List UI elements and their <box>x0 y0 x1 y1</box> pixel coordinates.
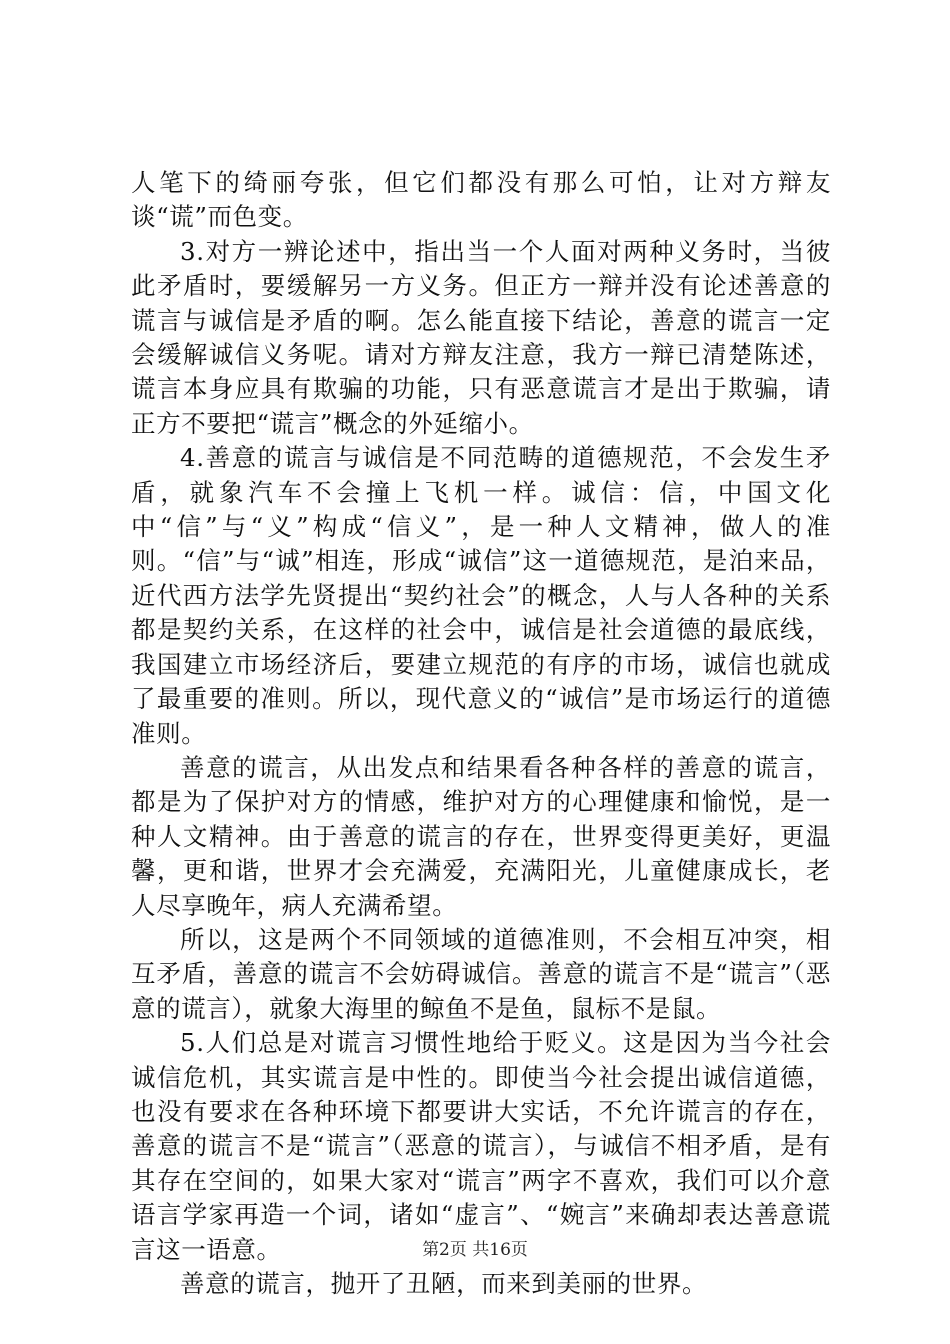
paragraph-conclusion-domains: 所以，这是两个不同领域的道德准则，不会相互冲突，相互矛盾，善意的谎言不会妨碍诚信。善意的谎言不是“谎言”（恶意的谎言），就象大海里的鲸鱼不是鱼，鼠标不是鼠。 <box>131 924 831 1023</box>
page-footer <box>0 1239 950 1261</box>
paragraph-closing: 善意的谎言，抛开了丑陋，而来到美丽的世界。 <box>180 1269 708 1298</box>
paragraph-point-4: 4.善意的谎言与诚信是不同范畴的道德规范，不会发生矛盾，就象汽车不会撞上飞机一样。诚信：信，中国文化中“信”与“义”构成“信义”，是一种人文精神，做人的准则。“信”与“诚”相连，形成“诚信”这一道德规范，是泊来品，近代西方法学先贤提出“契约社会”的概念，人与人各种的关系都是契约关系，在这样的社会中，诚信是社会道德的最底线，我国建立市场经济后，要建立规范的有序的市场，诚信也就成了最重要的准则。所以，现代意义的“诚信”是市场运行的道德准则。 <box>131 443 831 748</box>
page-number: 第2页 共16页 <box>422 1240 528 1260</box>
document-body <box>131 166 831 1301</box>
paragraph-point-5: 5.人们总是对谎言习惯性地给于贬义。这是因为当今社会诚信危机，其实谎言是中性的。即使当今社会提出诚信道德，也没有要求在各种环境下都要讲大实话，不允许谎言的存在，善意的谎言不是“谎言”（恶意的谎言），与诚信不相矛盾，是有其存在空间的，如果大家对“谎言”两字不喜欢，我们可以介意语言学家再造一个词，诸如“虚言”、“婉言”来确却表达善意谎言这一语意。 <box>131 1028 831 1264</box>
paragraph-continuation: 人笔下的绮丽夸张，但它们都没有那么可怕，让对方辩友谈“谎”而色变。 <box>131 168 831 232</box>
paragraph-white-lie: 善意的谎言，从出发点和结果看各种各样的善意的谎言，都是为了保护对方的情感，维护对方的心理健康和愉悦，是一种人文精神。由于善意的谎言的存在，世界变得更美好，更温馨，更和谐，世界才会充满爱，充满阳光，儿童健康成长，老人尽享晚年，病人充满希望。 <box>131 752 831 920</box>
paragraph-point-3: 3.对方一辨论述中，指出当一个人面对两种义务时，当彼此矛盾时，要缓解另一方义务。但正方一辩并没有论述善意的谎言与诚信是矛盾的啊。怎么能直接下结论，善意的谎言一定会缓解诚信义务呢。请对方辩友注意，我方一辩已清楚陈述，谎言本身应具有欺骗的功能，只有恶意谎言才是出于欺骗，请正方不要把“谎言”概念的外延缩小。 <box>131 236 831 438</box>
